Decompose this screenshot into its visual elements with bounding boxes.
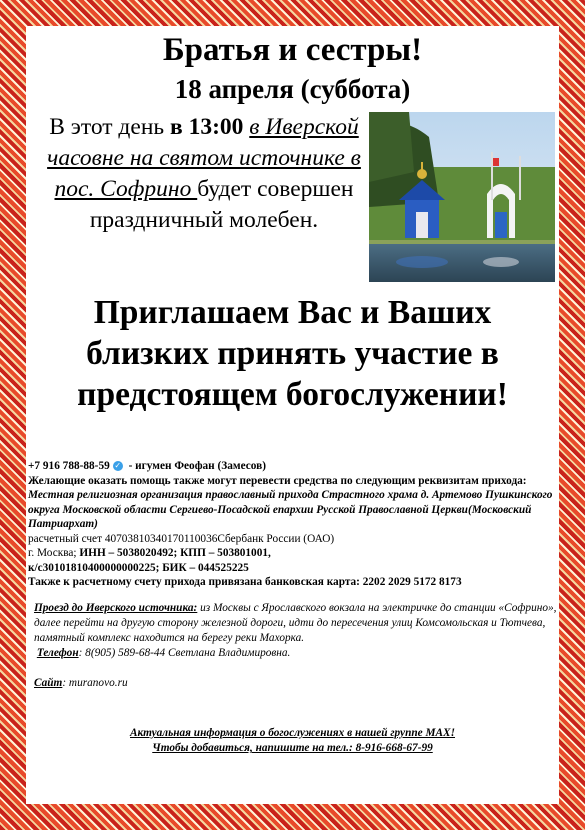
phone-label: Телефон [36,647,79,659]
site-label: Сайт [34,677,63,689]
inn-kpp: ИНН – 5038020492; КПП – 503801001, [79,547,271,559]
contact-phone: +7 916 788-88-59 [28,460,110,472]
directions-label: Проезд до Иверского источника: [34,602,198,614]
footer-line-2: Чтобы добавиться, напишите на тел.: 8-916-668-67-99 [152,742,433,754]
invitation-heading: Приглашаем Вас и Ваших близких принять участие в предстоящем богослужении! [77,294,508,413]
contact-person: - игумен Феофан (Замесов) [125,460,266,472]
bank-account: расчетный счет 40703810340170110036Сбербанк России (ОАО) [28,532,335,545]
event-location: в Иверской часовне на святом источнике в пос. Софрино [47,114,361,202]
ks-bik: к/с30101810400000000225; БИК – 044525225 [28,561,249,574]
event-date: 18 апреля (суббота) [174,74,411,104]
directions [34,601,557,691]
directions-text: Проезд до Иверского источника: из Москвы с Ярославского вокзала на электричке до станции «Софрино», далее перейти на другую сторону железной дороги, идти до пересечения улиц Комсомольская и Тютчева, памятный комплекс находится на берегу реки Махорка. [34,602,557,644]
donation-info [28,459,557,590]
footer-line-1: Актуальная информация о богослужениях в нашей группе MAX! [130,727,455,739]
event-time: в 13:00 [170,114,244,140]
donation-text: Желающие оказать помощь также могут перевести средства по следующим реквизитам прихода: Местная религиозная организация православный прихода Страстного храма д. Артемово Пушкинского округа Московской области Сергиево-Посадской епархии Русской Православной Церкви(Московский Патриархат) [28,474,553,530]
footer-note [26,726,559,756]
bank-card: Также к расчетному счету прихода привязана банковская карта: 2202 2029 5172 8173 [28,576,462,588]
site-url: : muranovo.ru [62,677,128,689]
organization-name: Местная религиозная организация православный прихода Страстного храма д. Артемово Пушкинского округа Московской области Сергиево-Посадской епархии Русской Православной Церкви(Московский Патриархат) [28,489,553,530]
contact-line [28,459,557,474]
page-title: Братья и сестры! [162,32,423,68]
phone-line: Телефон: 8(905) 589-68-44 Светлана Владимировна. [36,647,291,659]
bank-city-line: г. Москва; ИНН – 5038020492; КПП – 503801001, [28,547,271,559]
announcement: В этот день в 13:00 в Иверской часовне на святом источнике в пос. Софрино будет совершен праздничный молебен. [47,114,361,233]
chapel-photo [369,112,555,282]
site-line [34,676,557,691]
flyer [26,26,559,804]
check-icon: ✓ [114,461,122,471]
